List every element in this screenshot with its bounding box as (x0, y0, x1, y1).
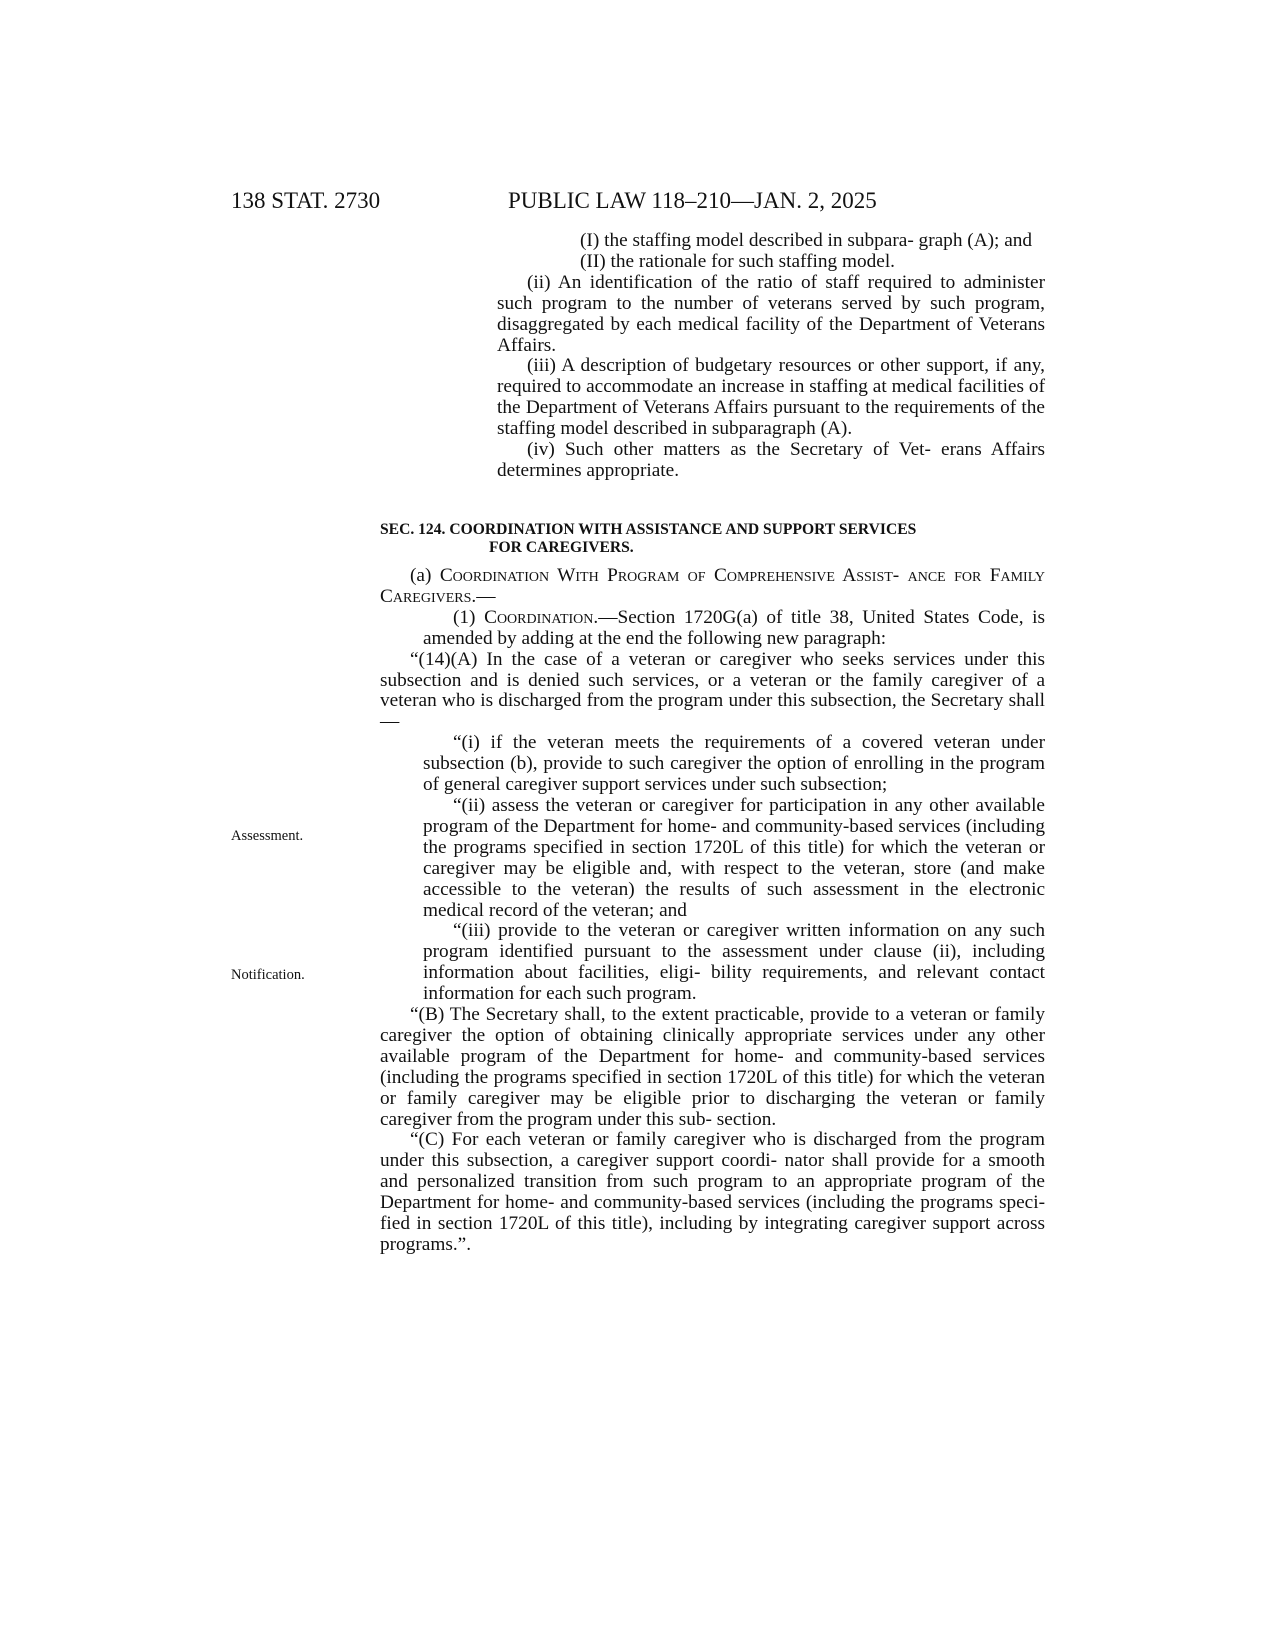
section-heading-line1: SEC. 124. COORDINATION WITH ASSISTANCE AND SUPPORT SERVICES (380, 521, 917, 538)
quoted-clause-iii: “(iii) provide to the veteran or caregiver written information on any such program identified pursuant to the assessment under clause (ii), including information about facilities, eligi- bility requirements, and relevant contact information for each such program. (423, 920, 1045, 1005)
margin-note-assessment: Assessment. (231, 828, 304, 844)
quoted-paragraph-14A: “(14)(A) In the case of a veteran or caregiver who seeks services under this subsection and is denied such services, or a veteran or the family caregiver of a veteran who is discharged from the program under this subsection, the Secretary shall— (380, 648, 1045, 733)
paragraph-1-coordination (380, 608, 1045, 650)
paragraph-1-title: Coordination. (484, 606, 599, 628)
quoted-clause-ii: “(ii) assess the veteran or caregiver for participation in any other available program of the Department for home- and community-based services (including the programs specified in section 1720L of this title) for which the veteran or caregiver may be eligible and, with respect to the veteran, store (and make accessible to the veteran) the results of such assessment in the electronic medical record of the veteran; and (423, 794, 1045, 921)
clause-ii-ratio: (ii) An identification of the ratio of staff required to administer such program to the number of veterans served by such program, disaggregated by each medical facility of the Department of Veterans Affairs. (497, 271, 1045, 356)
clause-iii-budget: (iii) A description of budgetary resources or other support, if any, required to accommodate an increase in staffing at medical facilities of the Department of Veterans Affairs pursuant to the requirements of the staffing model described in subparagraph (A). (497, 355, 1045, 440)
margin-note-notification: Notification. (231, 967, 305, 983)
quoted-clause-i: “(i) if the veteran meets the requirements of a covered veteran under subsection (b), provide to such caregiver the option of enrolling in the program of general caregiver support services under such subsection; (423, 732, 1045, 796)
subsection-a-dash: — (476, 585, 496, 607)
subclause-II: (II) the rationale for such staffing model. (580, 250, 895, 272)
section-body (380, 566, 1045, 1256)
continued-text-block (380, 231, 1045, 482)
section-heading-line2: FOR CAREGIVERS. (489, 539, 634, 556)
subsection-a (380, 566, 1045, 608)
quoted-subparagraph-C: “(C) For each veteran or family caregiver who is discharged from the program under this subsection, a caregiver support coordi- nator shall provide for a smooth and personalized transition from such program to an appropriate program of the Department for home- and community-based services (including the programs speci- fied in section 1720L of this title), including by integrating caregiver support across programs.”. (380, 1129, 1045, 1255)
paragraph-1-lead: (1) (453, 606, 485, 628)
paragraph-1-text: —Section 1720G(a) of title 38, United States Code, is amended by adding at the end the following new paragraph: (423, 606, 1045, 649)
section-heading (380, 521, 1045, 557)
page-citation: 138 STAT. 2730 (231, 188, 381, 213)
running-head: PUBLIC LAW 118–210—JAN. 2, 2025 (508, 188, 877, 213)
quoted-subparagraph-B: “(B) The Secretary shall, to the extent practicable, provide to a veteran or family caregiver the option of obtaining clinically appropriate services under any other available program of the Department for home- and community-based services (including the programs specified in section 1720L of this title) for which the veteran or family caregiver may be eligible prior to discharging the veteran or family caregiver from the program under this sub- section. (380, 1004, 1045, 1130)
section-heading-block (380, 521, 1045, 557)
subclause-I: (I) the staffing model described in subpara- graph (A); and (580, 230, 1033, 251)
subsection-a-lead: (a) (410, 565, 440, 586)
subsection-a-title: Coordination With Program of Comprehensive Assist- ance for Family Caregivers. (380, 565, 1045, 607)
clause-iv-other: (iv) Such other matters as the Secretary of Vet- erans Affairs determines appropriate. (497, 439, 1045, 481)
